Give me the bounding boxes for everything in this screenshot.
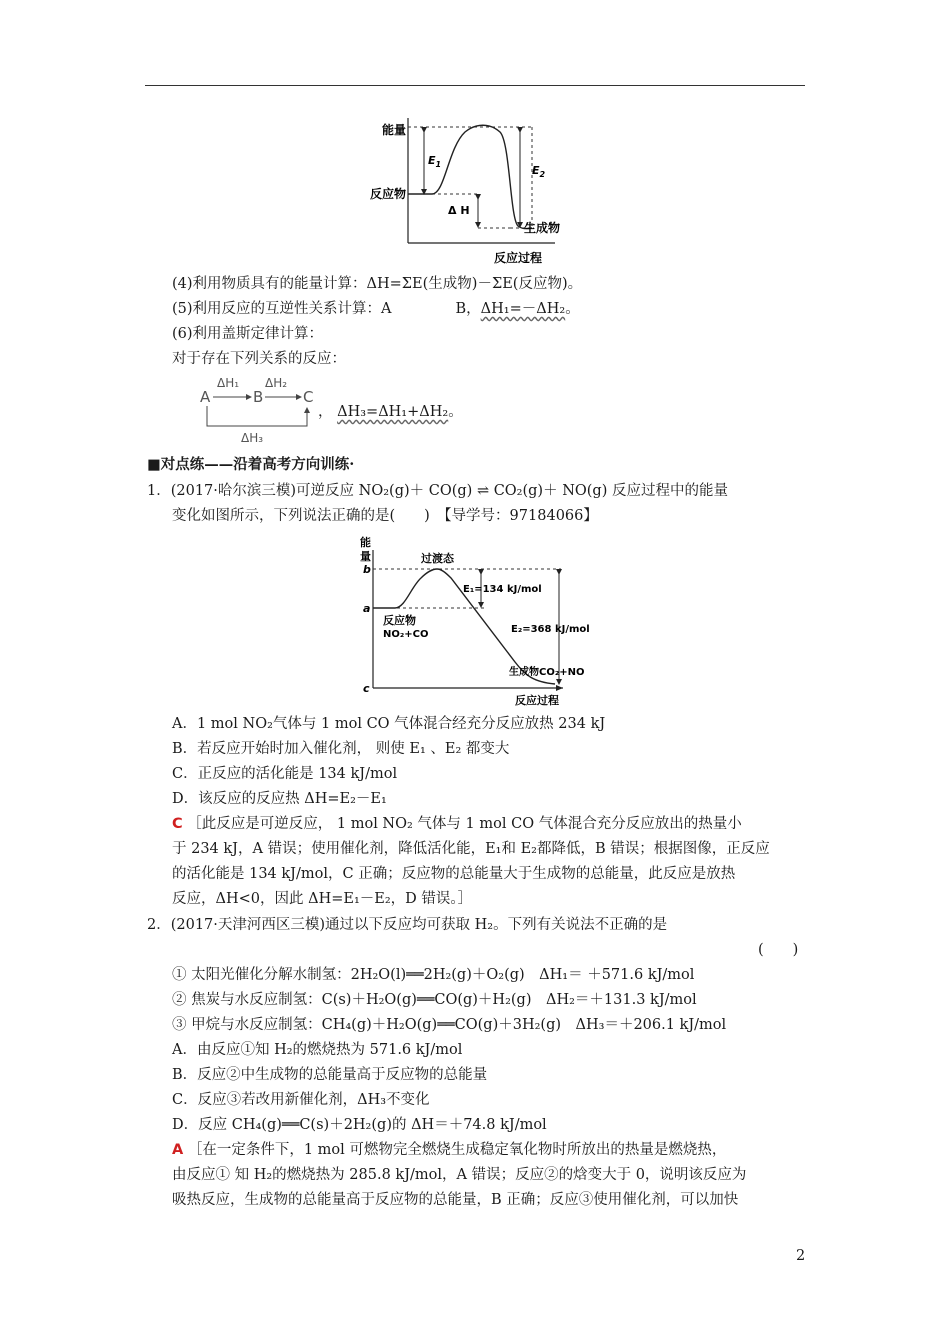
q1-explanation-1: C ［此反应是可逆反应， 1 mol NO₂ 气体与 1 mol CO 气体混合充分反应放出的热量小 bbox=[172, 816, 742, 832]
section-heading: ■对点练——沿着高考方向训练· bbox=[147, 456, 355, 473]
q1-line-2: 变化如图所示，下列说法正确的是( ) 【导学号：97184066】 bbox=[172, 508, 598, 524]
q1-option-d: D．该反应的反应热 ΔH=E₂－E₁ bbox=[172, 791, 387, 807]
q1-explanation-3: 的活化能是 134 kJ/mol，C 正确；反应物的总能量大于生成物的总能量，此反应是放热 bbox=[172, 866, 736, 882]
e1-value-label: E₁=134 kJ/mol bbox=[463, 584, 542, 595]
q2-option-d: D．反应 CH₄(g)══C(s)＋2H₂(g)的 ΔH＝＋74.8 kJ/mol bbox=[172, 1117, 547, 1133]
energy-curve bbox=[408, 125, 532, 228]
reactant-label-2: 反应物 bbox=[383, 614, 416, 627]
q1-line-1: 1．(2017·哈尔滨三模)可逆反应 NO₂(g)＋ CO(g) ⇌ CO₂(g)＋ NO(g) 反应过程中的能量 bbox=[147, 483, 728, 499]
q1-option-b: B．若反应开始时加入催化剂， 则使 E₁ 、E₂ 都变大 bbox=[172, 741, 510, 757]
energy-diagram-1 bbox=[360, 108, 600, 268]
header-rule bbox=[145, 85, 805, 86]
q2-explanation-3: 吸热反应，生成物的总能量高于反应物的总能量，B 正确；反应③使用催化剂，可以加快 bbox=[172, 1192, 739, 1208]
hess-equation: ， ΔH₃=ΔH₁+ΔH₂。 bbox=[318, 404, 463, 420]
hess-scheme bbox=[195, 370, 325, 448]
q1-option-a: A．1 mol NO₂气体与 1 mol CO 气体混合经充分反应放热 234 kJ bbox=[172, 716, 606, 732]
q2-answer: A bbox=[172, 1142, 184, 1158]
q2-option-b: B．反应②中生成物的总能量高于反应物的总能量 bbox=[172, 1067, 488, 1083]
e2-label: E bbox=[532, 164, 540, 177]
q1-explanation-4: 反应，ΔH<0，因此 ΔH=E₁－E₂，D 错误。］ bbox=[172, 891, 473, 907]
tick-c: c bbox=[363, 682, 370, 695]
text-line-4: (4)利用物质具有的能量计算：ΔH=ΣE(生成物)－ΣE(反应物)。 bbox=[172, 276, 583, 292]
x-axis-label: 反应过程 bbox=[494, 251, 543, 265]
y-axis-label-1: 能 bbox=[360, 536, 371, 549]
product-label: 生成物 bbox=[524, 221, 561, 235]
y-axis-label: 能量 bbox=[382, 123, 407, 137]
scheme-dh3: ΔH₃ bbox=[241, 431, 264, 445]
reactant-formula: NO₂+CO bbox=[383, 629, 429, 640]
page-number: 2 bbox=[796, 1248, 806, 1264]
delta-h-label: Δ H bbox=[448, 204, 470, 217]
product-label-2: 生成物CO₂+NO bbox=[509, 667, 585, 678]
q1-answer: C bbox=[172, 816, 183, 832]
q2-reaction-1: ① 太阳光催化分解水制氢：2H₂O(l)══2H₂(g)＋O₂(g) ΔH₁＝ ＋571.6 kJ/mol bbox=[172, 967, 695, 983]
e2-value-label: E₂=368 kJ/mol bbox=[511, 624, 590, 635]
transition-state-label: 过渡态 bbox=[421, 552, 454, 565]
scheme-a: A bbox=[200, 388, 211, 406]
y-axis-label-2: 量 bbox=[360, 550, 371, 563]
q2-reaction-3: ③ 甲烷与水反应制氢：CH₄(g)＋H₂O(g)══CO(g)＋3H₂(g) ΔH₃＝＋206.1 kJ/mol bbox=[172, 1017, 727, 1033]
svg-text:E1: $E_1$ bbox=[428, 154, 442, 169]
scheme-dh2: ΔH₂ bbox=[265, 376, 288, 390]
tick-a: a bbox=[363, 602, 371, 615]
scheme-dh1: ΔH₁ bbox=[217, 376, 240, 390]
q2-line-1: 2．(2017·天津河西区三模)通过以下反应均可获取 H₂。下列有关说法不正确的是 bbox=[147, 917, 668, 933]
text-line-6: (6)利用盖斯定律计算： bbox=[172, 326, 324, 342]
q1-option-c: C．正反应的活化能是 134 kJ/mol bbox=[172, 766, 398, 782]
svg-text:E2: $E_2$ bbox=[532, 164, 546, 179]
scheme-b: B bbox=[253, 388, 264, 406]
reactant-label: 反应物 bbox=[370, 187, 407, 201]
e1-label: E bbox=[428, 154, 436, 167]
q2-option-a: A．由反应①知 H₂的燃烧热为 571.6 kJ/mol bbox=[172, 1042, 463, 1058]
tick-b: b bbox=[363, 563, 371, 576]
text-line-7: 对于存在下列关系的反应： bbox=[172, 351, 346, 367]
q1-explanation-2: 于 234 kJ，A 错误；使用催化剂，降低活化能，E₁和 E₂都降低，B 错误；根据图像，正反应 bbox=[172, 841, 770, 857]
q2-reaction-2: ② 焦炭与水反应制氢：C(s)＋H₂O(g)══CO(g)＋H₂(g) ΔH₂＝＋131.3 kJ/mol bbox=[172, 992, 697, 1008]
q2-answer-paren: ( ) bbox=[758, 942, 799, 958]
text-line-5: (5)利用反应的互逆性关系计算：A B，ΔH₁=－ΔH₂。 bbox=[172, 301, 580, 317]
q2-option-c: C．反应③若改用新催化剂，ΔH₃不变化 bbox=[172, 1092, 430, 1108]
x-axis-label-2: 反应过程 bbox=[515, 694, 559, 707]
scheme-c: C bbox=[303, 388, 314, 406]
q2-explanation-2: 由反应① 知 H₂的燃烧热为 285.8 kJ/mol，A 错误；反应②的焓变大于 0，说明该反应为 bbox=[172, 1167, 747, 1183]
energy-diagram-2 bbox=[355, 532, 605, 708]
q2-explanation-1: A ［在一定条件下，1 mol 可燃物完全燃烧生成稳定氧化物时所放出的热量是燃烧热， bbox=[172, 1142, 727, 1158]
